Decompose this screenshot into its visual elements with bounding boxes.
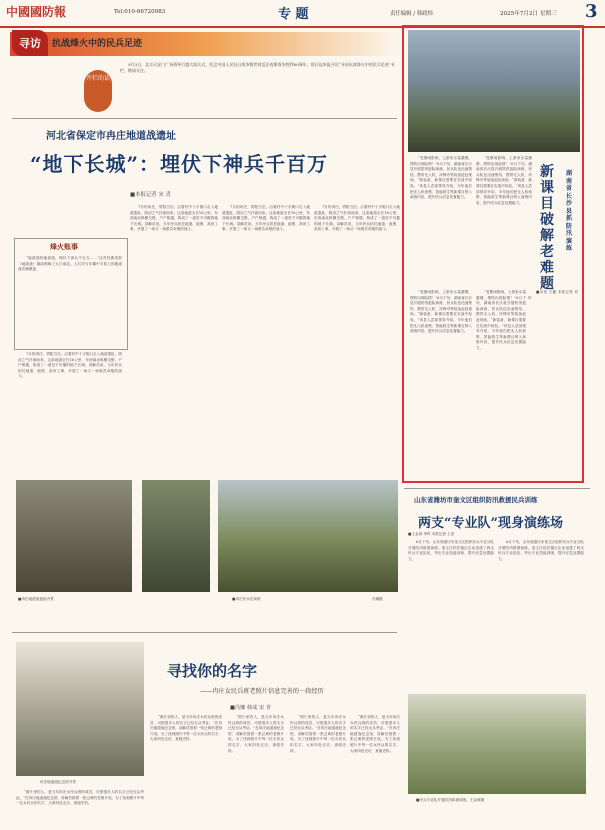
divider — [12, 118, 397, 119]
newspaper-logo: 中國國防報 — [6, 5, 67, 19]
article3-headline: 两支“专业队”现身演练场 — [418, 516, 563, 531]
telephone: Tel:010-66720983 — [114, 9, 166, 15]
article4-body-col5: “照片里的人，是当年冉庄女民兵班的成员，可惜很多人的名字已经无从考证。”在冉庄地道战纪念馆，讲解员指着一张泛黄的老照片说。为了找到照片中每一位女民兵的名字，大家四处走访，查阅史料。 — [350, 715, 400, 753]
article1-body-col4: 7月的冉庄，骄阳当空。沿着村中十字街口走入地道遗址，阴凉之气扑面而来。这条地道全长16公里，东西南北纵横交错，户户相通，构成了一道坚不可摧的地下长城。讲解员说，当年民兵依托地道、地堡、高房工事，开展了一场又一场艰苦卓绝的战斗。 — [314, 205, 400, 232]
article4-byline: ■冯娜 韩成 宋 青 — [230, 705, 271, 711]
column-title: 抗战烽火中的民兵足迹 — [52, 39, 143, 49]
column-intro: 9月3日，北京天安门广场将举行盛大阅兵式，纪念中国人民抗日战争暨世界反法西斯战争胜利80周年。即日起本报开设“寻访抗战烽火中的民兵足迹”专栏，敬请关注。 — [120, 62, 395, 73]
article4-subhead: ——冉庄女民兵班老照片信息完善的一段经历 — [200, 688, 324, 695]
issue-date: 2025年7月2日 星期三 — [500, 11, 557, 17]
article2-byline: ■余其 王鑫 本报记者 邓玲 — [528, 290, 578, 300]
photo3-caption: 冯娜摄 — [372, 597, 383, 601]
article2-headline: 新课目破解老难题 — [540, 164, 554, 292]
militia-photo-1 — [142, 480, 210, 592]
article2-subhead: 湖南省长沙县抓防汛演练 — [566, 170, 573, 252]
page-number: 3 — [585, 1, 598, 22]
article4-body-col4: “照片里的人，是当年冉庄女民兵班的成员，可惜很多人的名字已经无从考证。”在冉庄地道战纪念馆，讲解员指着一张泛黄的老照片说。为了找到照片中每一位女民兵的名字，大家四处走访，查阅史料。 — [290, 715, 346, 753]
quote-title: 烽火账事 — [50, 242, 78, 251]
highlight-box — [402, 25, 584, 483]
article4-headline: 寻找你的名字 — [167, 662, 258, 680]
article3-kicker: 山东省潍坊市奎文区组织防汛救援民兵训练 — [414, 496, 538, 504]
article4-body-col2: “照片里的人，是当年冉庄女民兵班的成员，可惜很多人的名字已经无从考证。”在冉庄地道战纪念馆，讲解员指着一张泛黄的老照片说。为了找到照片中每一位女民兵的名字，大家四处走访，查阅史料。 — [150, 715, 222, 742]
militia-photo-2 — [218, 480, 398, 592]
divider — [12, 632, 397, 633]
article2-body-col2: “受暴雨影响，上游来水量激增，堤防出现险情！”6月下旬，湖南省长沙县开展防汛抢险演练，民兵队伍迅速集结，携带无人机、冲锋舟等装备赶赴现场。“新装备、新课目需要在实战中检验。”该县人武部领导介绍，今年他们把无人机侦察、智能救生等新课目纳入演练内容，提升民兵应急处置能力。 — [476, 156, 532, 205]
article1-kicker: 河北省保定市冉庄地道战遗址 — [46, 131, 176, 142]
article1-body-col3: 7月的冉庄，骄阳当空。沿着村中十字街口走入地道遗址，阴凉之气扑面而来。这条地道全长16公里，东西南北纵横交错，户户相通，构成了一道坚不可摧的地下长城。讲解员说，当年民兵依托地道、地堡、高房工事，开展了一场又一场艰苦卓绝的战斗。 — [222, 205, 310, 232]
article3-body-col2: 6月下旬，山东省潍坊市奎文区组织民兵专业分队开展防汛救援演练。奎文区依托辖区企业组建了两支民兵专业队伍，突出专业技能训练，提升应急处置能力。 — [498, 540, 584, 561]
article1-body-col1: 7月的冉庄，骄阳当空。沿着村中十字街口走入地道遗址，阴凉之气扑面而来。这条地道全长16公里，东西南北纵横交错，户户相通，构成了一道坚不可摧的地下长城。讲解员说，当年民兵依托地道、地堡、高房工事，开展了一场又一场艰苦卓绝的战斗。 — [18, 352, 122, 379]
museum-photo — [16, 642, 144, 776]
quote-text: “地道战呀地道战，埋伏下神兵千百万……”这首经典电影《地道战》插曲唱响了大江南北。人们对当年冀中平原上的地道战充满敬意。 — [18, 256, 122, 272]
section-title: 专 题 — [278, 7, 309, 22]
article1-headline: “地下长城”：埋伏下神兵千百万 — [30, 152, 329, 176]
photo2-caption: ■冉庄民兵在演练 — [232, 597, 261, 601]
tunnel-photo — [16, 480, 132, 592]
article3-byline: ■王金涛 李鸣 本报记者 王淳 — [408, 532, 455, 536]
article1-body-col2: 7月的冉庄，骄阳当空。沿着村中十字街口走入地道遗址，阴凉之气扑面而来。这条地道全长16公里，东西南北纵横交错，户户相通，构成了一道坚不可摧的地下长城。讲解员说，当年民兵依托地道、地堡、高房工事，开展了一场又一场艰苦卓绝的战斗。 — [130, 205, 218, 232]
article2-body-col1: “受暴雨影响，上游来水量激增，堤防出现险情！”6月下旬，湖南省长沙县开展防汛抢险演练，民兵队伍迅速集结，携带无人机、冲锋舟等装备赶赴现场。“新装备、新课目需要在实战中检验。”该县人武部领导介绍，今年他们把无人机侦察、智能救生等新课目纳入演练内容，提升民兵应急处置能力。 — [410, 156, 472, 200]
article2-body-col4: “受暴雨影响，上游来水量激增，堤防出现险情！”6月下旬，湖南省长沙县开展防汛抢险演练，民兵队伍迅速集结，携带无人机、冲锋舟等装备赶赴现场。“新装备、新课目需要在实战中检验。”该县人武部领导介绍，今年他们把无人机侦察、智能救生等新课目纳入演练内容，提升民兵应急处置能力。 — [476, 290, 526, 350]
article1-reporter: ■本报记者 宋 青 — [130, 192, 171, 198]
article4-body-col3: “照片里的人，是当年冉庄女民兵班的成员，可惜很多人的名字已经无从考证。”在冉庄地道战纪念馆，讲解员指着一张泛黄的老照片说。为了找到照片中每一位女民兵的名字，大家四处走访，查阅史料。 — [228, 715, 284, 753]
museum-caption: 冉庄地道战纪念馆外景 — [40, 780, 76, 784]
article3-caption: ■民兵专业队开展防汛救援训练。王金涛摄 — [416, 798, 485, 802]
article3-body-col1: 6月下旬，山东省潍坊市奎文区组织民兵专业分队开展防汛救援演练。奎文区依托辖区企业组建了两支民兵专业队伍，突出专业技能训练，提升应急处置能力。 — [408, 540, 494, 561]
column-kicker: 寻访 — [12, 30, 48, 56]
article2-body-col3: “受暴雨影响，上游来水量激增，堤防出现险情！”6月下旬，湖南省长沙县开展防汛抢险演练，民兵队伍迅速集结，携带无人机、冲锋舟等装备赶赴现场。“新装备、新课目需要在实战中检验。”该县人武部领导介绍，今年他们把无人机侦察、智能救生等新课目纳入演练内容，提升民兵应急处置能力。 — [410, 290, 472, 334]
editor-line: 责任编辑 / 韩政炜 — [390, 11, 433, 17]
divider — [404, 488, 590, 489]
column-badge: 开栏的话 — [84, 70, 112, 112]
article4-body-col1: “照片里的人，是当年冉庄女民兵班的成员，可惜很多人的名字已经无从考证。”在冉庄地道战纪念馆，讲解员指着一张泛黄的老照片说。为了找到照片中每一位女民兵的名字，大家四处走访，查阅史料。 — [16, 790, 144, 806]
training-photo — [408, 694, 586, 794]
photo1-caption: ■冉庄地道战遗址内景 — [18, 597, 54, 601]
